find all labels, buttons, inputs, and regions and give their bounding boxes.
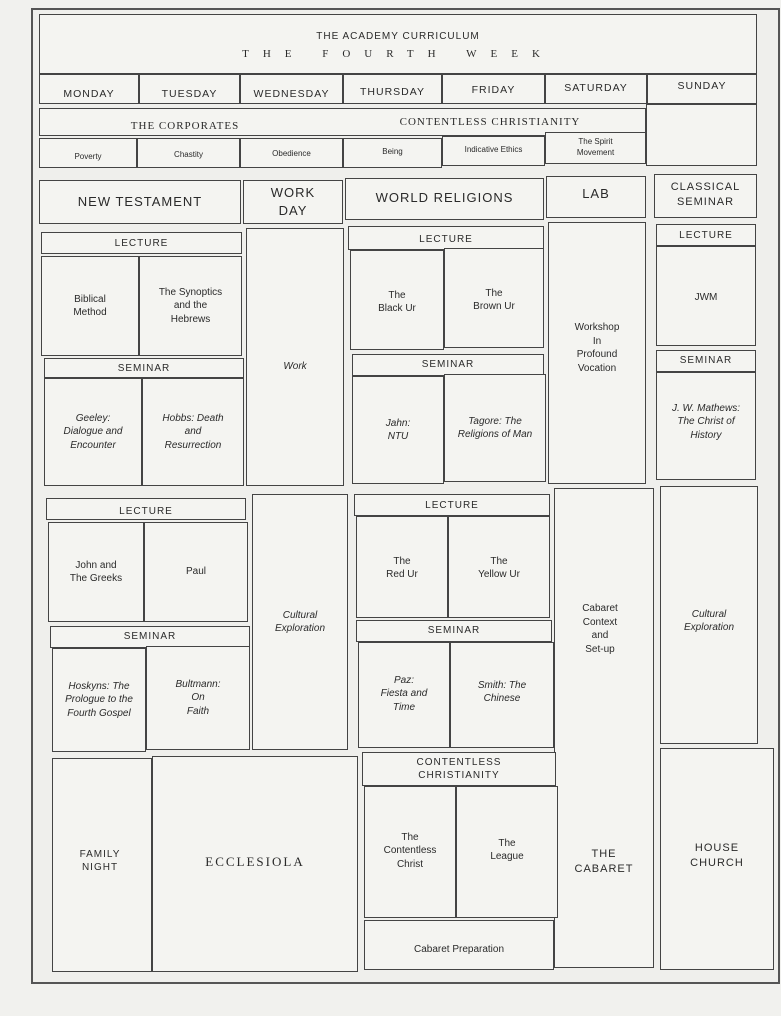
house-church-label: HOUSE CHURCH (690, 842, 744, 869)
seminar-topic: Hoskyns: The Prologue to the Fourth Gospel (65, 680, 133, 719)
topic-label: Chastity (174, 149, 203, 159)
lecture-topic: The Red Ur (386, 555, 418, 580)
cabaret-prep-label: Cabaret Preparation (413, 944, 505, 956)
seminar-topic: Jahn: NTU (385, 417, 411, 442)
seminar-topic: Tagore: The Religions of Man (457, 415, 533, 440)
ecclesiola-label: ECCLESIOLA (205, 854, 305, 870)
cultural-exploration-label: Cultural Exploration (274, 609, 326, 634)
seminar-label: SEMINAR (421, 359, 475, 371)
day-label: FRIDAY (471, 83, 516, 96)
topic-label: Indicative Ethics (464, 144, 523, 154)
seminar-topic: Geeley: Dialogue and Encounter (63, 412, 123, 451)
lecture-topic: The Yellow Ur (478, 555, 520, 580)
contentless-topic: The Contentless Christ (383, 831, 437, 870)
section-title: NEW TESTAMENT (77, 194, 203, 210)
cabaret-context-cell (554, 488, 654, 968)
day-label: MONDAY (63, 87, 115, 100)
lecture-topic: The Brown Ur (473, 287, 515, 312)
family-night-label: FAMILY NIGHT (79, 848, 121, 873)
lecture-topic: Paul (185, 566, 206, 578)
day-label: TUESDAY (161, 87, 218, 100)
topic-label: The Spirit Movement (576, 137, 615, 157)
seminar-topic: Hobbs: Death and Resurrection (162, 412, 224, 451)
topic-label: Poverty (74, 151, 102, 161)
topic-label: Obedience (272, 148, 311, 158)
lecture-label: LECTURE (114, 238, 169, 250)
seminar-label: SEMINAR (427, 625, 481, 637)
seminar-topic: Paz: Fiesta and Time (380, 674, 428, 713)
seminar-topic: Bultmann: On Faith (175, 678, 221, 717)
section-title: LAB (582, 186, 610, 202)
section-title: WORLD RELIGIONS (375, 190, 514, 206)
day-label: SATURDAY (564, 81, 628, 94)
cabaret-context-label: Cabaret Context and Set-up (582, 603, 618, 655)
cultural-exploration-label: Cultural Exploration (683, 608, 735, 633)
seminar-label: SEMINAR (117, 363, 171, 375)
day-label: WEDNESDAY (253, 87, 330, 100)
theme-corporates: THE CORPORATES (130, 119, 240, 132)
curriculum-title: THE ACADEMY CURRICULUM (316, 31, 480, 43)
lecture-topic: Biblical Method (73, 293, 107, 318)
work-label: Work (283, 361, 307, 373)
day-label: THURSDAY (360, 85, 425, 98)
workshop-label: Workshop In Profound Vocation (574, 322, 620, 374)
topic-label: Being (382, 146, 403, 156)
section-title: WORK DAY (270, 185, 316, 218)
lecture-label: LECTURE (679, 230, 733, 242)
lecture-topic: The Synoptics and the Hebrews (158, 286, 223, 325)
section-title: CLASSICAL SEMINAR (670, 181, 741, 208)
seminar-topic: J. W. Mathews: The Christ of History (672, 402, 740, 441)
seminar-topic: Smith: The Chinese (477, 679, 527, 704)
lecture-topic: John and The Greeks (69, 559, 123, 584)
seminar-label: SEMINAR (123, 631, 177, 643)
lecture-label: LECTURE (419, 234, 473, 246)
lecture-label: LECTURE (119, 506, 173, 518)
lecture-topic: The Black Ur (378, 289, 416, 314)
seminar-label: SEMINAR (679, 355, 733, 367)
theme-contentless: CONTENTLESS CHRISTIANITY (399, 115, 581, 128)
cabaret-label: THE CABARET (574, 848, 634, 875)
lecture-label: LECTURE (425, 500, 479, 512)
lecture-topic: JWM (694, 292, 718, 304)
sunday-theme-cell (646, 104, 757, 166)
contentless-topic: The League (490, 837, 524, 862)
day-label: SUNDAY (677, 79, 727, 92)
contentless-label: CONTENTLESS CHRISTIANITY (416, 756, 502, 781)
week-title: THE FOURTH WEEK (242, 47, 554, 60)
